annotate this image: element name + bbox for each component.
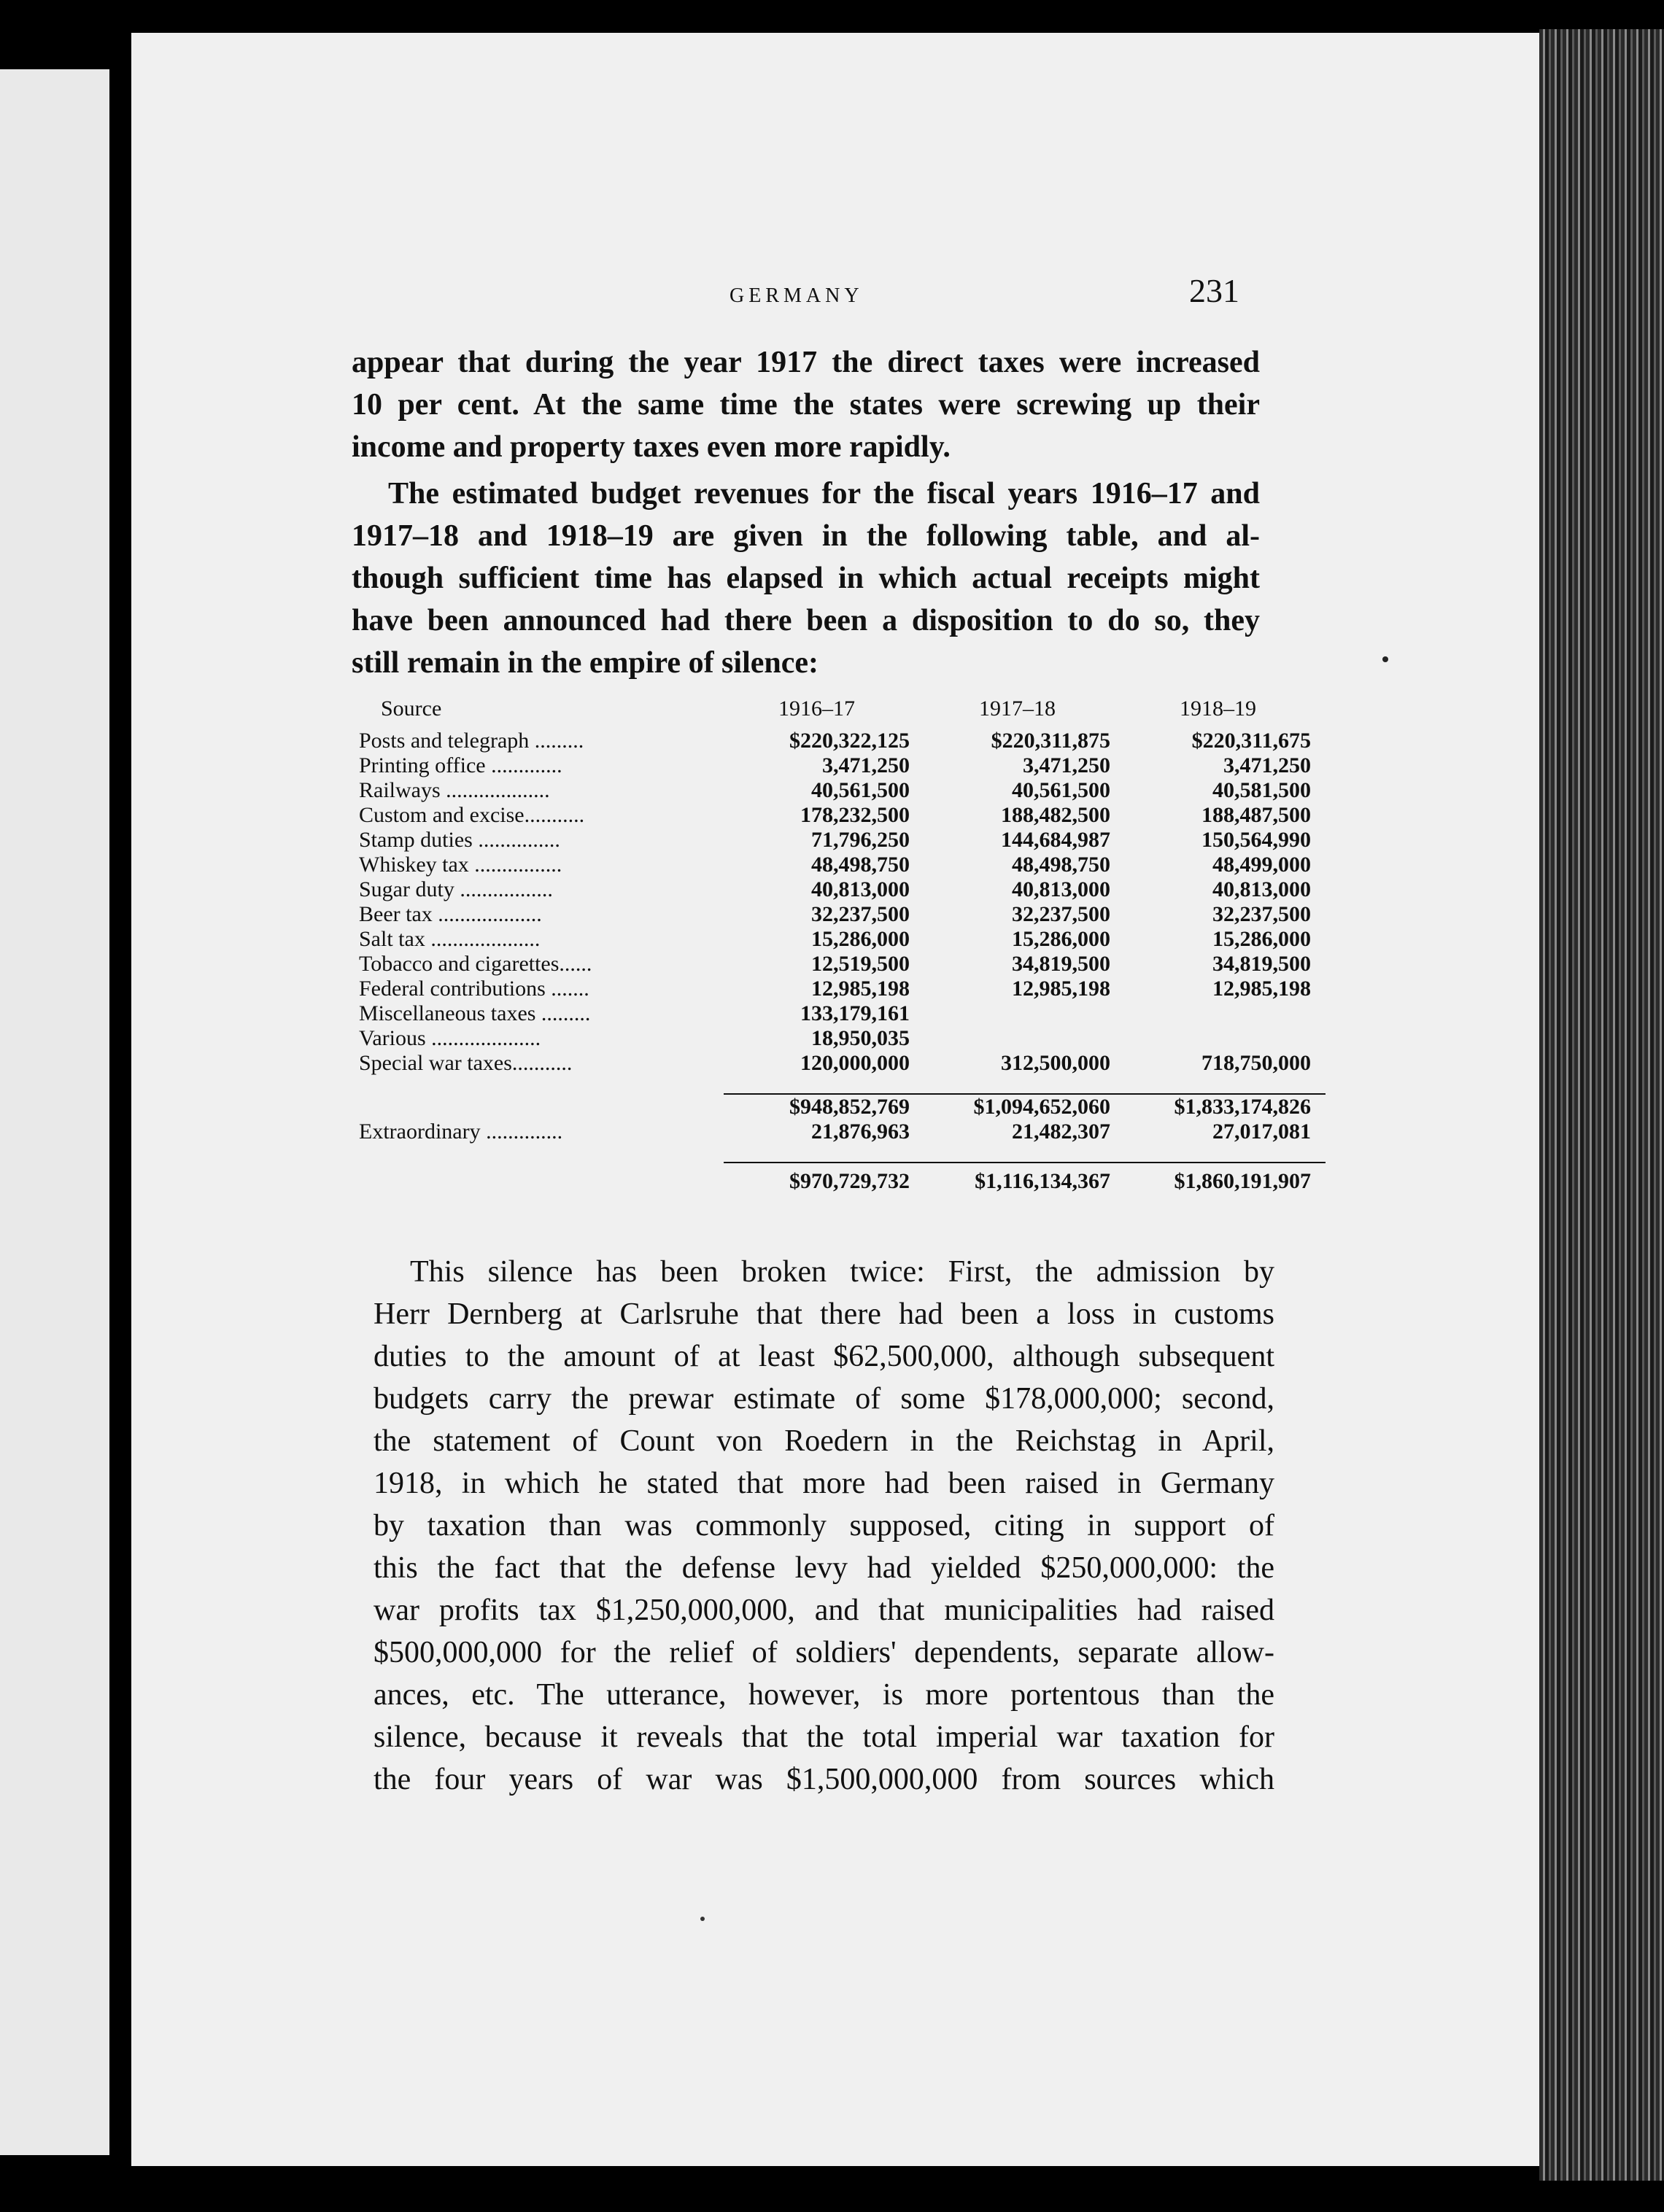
- table-row: [359, 1001, 1326, 1026]
- value-1917-18: [924, 1001, 1125, 1026]
- book-page-edges: [1539, 29, 1664, 2181]
- table-header-row: [359, 696, 1326, 729]
- value-1918-19: 40,581,500: [1212, 778, 1311, 802]
- source-cell: Stamp duties ...............: [359, 828, 560, 852]
- text-line: silence, because it reveals that the total imperial war taxation for: [374, 1720, 1274, 1754]
- value-1918-19: 32,237,500: [1212, 902, 1311, 926]
- value-1917-18: $220,311,875: [991, 729, 1110, 753]
- table-row: [359, 753, 1326, 778]
- total-1916-17: $970,729,732: [724, 1163, 924, 1194]
- subtotal-1916-17: $948,852,769: [724, 1094, 924, 1119]
- source-cell: Beer tax ...................: [359, 902, 542, 926]
- value-1918-19: $220,311,675: [1191, 729, 1311, 753]
- value-1916-17: 12,985,198: [811, 977, 910, 1001]
- table-row: [359, 977, 1326, 1001]
- text-line: budgets carry the prewar estimate of some $178,000,000; second,: [374, 1382, 1274, 1416]
- extraordinary-1917-18: 21,482,307: [1012, 1119, 1110, 1144]
- value-1917-18: 312,500,000: [1001, 1051, 1110, 1075]
- value-1918-19: 34,819,500: [1212, 952, 1311, 976]
- facing-page-edge: [0, 69, 109, 2155]
- value-1918-19: 40,813,000: [1212, 877, 1311, 901]
- text-line: the four years of war was $1,500,000,000 from sources which: [374, 1763, 1274, 1796]
- value-1917-18: 15,286,000: [1012, 927, 1110, 951]
- value-1918-19: 3,471,250: [1223, 753, 1311, 777]
- value-1916-17: 48,498,750: [811, 853, 910, 877]
- text-line: Herr Dernberg at Carlsruhe that there had been a loss in customs: [374, 1297, 1274, 1331]
- text-line: 1918, in which he stated that more had been raised in Germany: [374, 1467, 1274, 1500]
- column-header-source: Source: [381, 696, 442, 721]
- text-line: $500,000,000 for the relief of soldiers' dependents, separate allow-: [374, 1636, 1274, 1669]
- source-cell: Salt tax ....................: [359, 927, 541, 951]
- table-row: [359, 828, 1326, 853]
- text-line: ances, etc. The utterance, however, is more portentous than the: [374, 1678, 1274, 1712]
- running-head: GERMANY: [730, 284, 864, 307]
- value-1917-18: 12,985,198: [1012, 977, 1110, 1001]
- paragraph-3: [374, 1251, 1274, 1801]
- value-1918-19: 12,985,198: [1212, 977, 1311, 1001]
- text-line: still remain in the empire of silence:: [352, 646, 819, 680]
- value-1917-18: 48,498,750: [1012, 853, 1110, 877]
- value-1916-17: 18,950,035: [811, 1026, 910, 1050]
- value-1916-17: 178,232,500: [800, 803, 910, 827]
- value-1916-17: 12,519,500: [811, 952, 910, 976]
- table-row: [359, 1026, 1326, 1051]
- table-row: [359, 877, 1326, 902]
- value-1916-17: 133,179,161: [800, 1001, 910, 1025]
- value-1917-18: 34,819,500: [1012, 952, 1110, 976]
- ink-speck: [1382, 656, 1388, 662]
- value-1916-17: 15,286,000: [811, 927, 910, 951]
- value-1918-19: 15,286,000: [1212, 927, 1311, 951]
- value-1917-18: 40,561,500: [1012, 778, 1110, 802]
- column-header-1917-18: 1917–18: [979, 696, 1056, 721]
- table-row: [359, 1051, 1326, 1076]
- text-line: war profits tax $1,250,000,000, and that municipalities had raised: [374, 1594, 1274, 1627]
- table-row: [359, 778, 1326, 803]
- text-line: income and property taxes even more rapidly.: [352, 430, 951, 464]
- source-cell: Tobacco and cigarettes......: [359, 952, 592, 976]
- value-1917-18: 32,237,500: [1012, 902, 1110, 926]
- paragraph-1: [352, 341, 1260, 468]
- text-line: have been announced had there been a disposition to do so, they: [352, 604, 1260, 637]
- source-cell: Whiskey tax ................: [359, 853, 562, 877]
- subtotal-1918-19: $1,833,174,826: [1125, 1094, 1326, 1119]
- value-1916-17: 120,000,000: [800, 1051, 910, 1075]
- total-1918-19: $1,860,191,907: [1125, 1163, 1326, 1194]
- table-row: [359, 952, 1326, 977]
- value-1918-19: [1125, 1026, 1326, 1051]
- value-1916-17: 40,813,000: [811, 877, 910, 901]
- paragraph-2: [352, 473, 1260, 684]
- text-line: though sufficient time has elapsed in which actual receipts might: [352, 562, 1260, 595]
- extraordinary-label: Extraordinary ..............: [359, 1119, 563, 1144]
- value-1918-19: 188,487,500: [1201, 803, 1311, 827]
- source-cell: Sugar duty .................: [359, 877, 553, 901]
- table-row: [359, 729, 1326, 753]
- value-1918-19: 48,499,000: [1212, 853, 1311, 877]
- value-1918-19: 150,564,990: [1201, 828, 1311, 852]
- source-cell: Custom and excise...........: [359, 803, 585, 827]
- value-1918-19: 718,750,000: [1201, 1051, 1311, 1075]
- extraordinary-1916-17: 21,876,963: [811, 1119, 910, 1144]
- value-1916-17: 3,471,250: [822, 753, 910, 777]
- text-line: appear that during the year 1917 the direct taxes were increased: [352, 346, 1260, 379]
- column-header-1918-19: 1918–19: [1180, 696, 1256, 721]
- value-1916-17: 40,561,500: [811, 778, 910, 802]
- page-number: 231: [1189, 272, 1239, 309]
- text-line: by taxation than was commonly supposed, citing in support of: [374, 1509, 1274, 1542]
- budget-revenue-table: [359, 696, 1326, 1194]
- value-1916-17: 71,796,250: [811, 828, 910, 852]
- value-1917-18: 144,684,987: [1001, 828, 1110, 852]
- table-row: [359, 803, 1326, 828]
- text-line: the statement of Count von Roedern in the Reichstag in April,: [374, 1424, 1274, 1458]
- source-cell: Railways ...................: [359, 778, 550, 802]
- source-cell: Posts and telegraph .........: [359, 729, 584, 753]
- source-cell: Federal contributions .......: [359, 977, 589, 1001]
- value-1917-18: 188,482,500: [1001, 803, 1110, 827]
- value-1917-18: 3,471,250: [1023, 753, 1110, 777]
- table-row: [359, 902, 1326, 927]
- table-row: [359, 853, 1326, 877]
- table-row: [359, 927, 1326, 952]
- subtotal-1917-18: $1,094,652,060: [924, 1094, 1125, 1119]
- text-line: this the fact that the defense levy had yielded $250,000,000: the: [374, 1551, 1274, 1585]
- value-1916-17: 32,237,500: [811, 902, 910, 926]
- text-line: The estimated budget revenues for the fiscal years 1916–17 and: [388, 477, 1260, 511]
- extraordinary-1918-19: 27,017,081: [1212, 1119, 1311, 1144]
- source-cell: Special war taxes...........: [359, 1051, 573, 1075]
- total-row: [359, 1163, 1326, 1194]
- subtotal-row: [359, 1094, 1326, 1119]
- value-1916-17: $220,322,125: [789, 729, 910, 753]
- value-1917-18: 40,813,000: [1012, 877, 1110, 901]
- value-1918-19: [1125, 1001, 1326, 1026]
- text-line: 10 per cent. At the same time the states were screwing up their: [352, 388, 1260, 422]
- total-1917-18: $1,116,134,367: [924, 1163, 1125, 1194]
- text-line: duties to the amount of at least $62,500,000, although subsequent: [374, 1340, 1274, 1373]
- source-cell: Miscellaneous taxes .........: [359, 1001, 591, 1025]
- source-cell: Printing office .............: [359, 753, 562, 777]
- text-line: 1917–18 and 1918–19 are given in the following table, and al-: [352, 519, 1260, 553]
- column-header-1916-17: 1916–17: [778, 696, 855, 721]
- value-1917-18: [924, 1026, 1125, 1051]
- extraordinary-row: [359, 1119, 1326, 1144]
- ink-speck: [700, 1917, 705, 1921]
- source-cell: Various ....................: [359, 1026, 541, 1050]
- text-line: This silence has been broken twice: First, the admission by: [410, 1255, 1274, 1289]
